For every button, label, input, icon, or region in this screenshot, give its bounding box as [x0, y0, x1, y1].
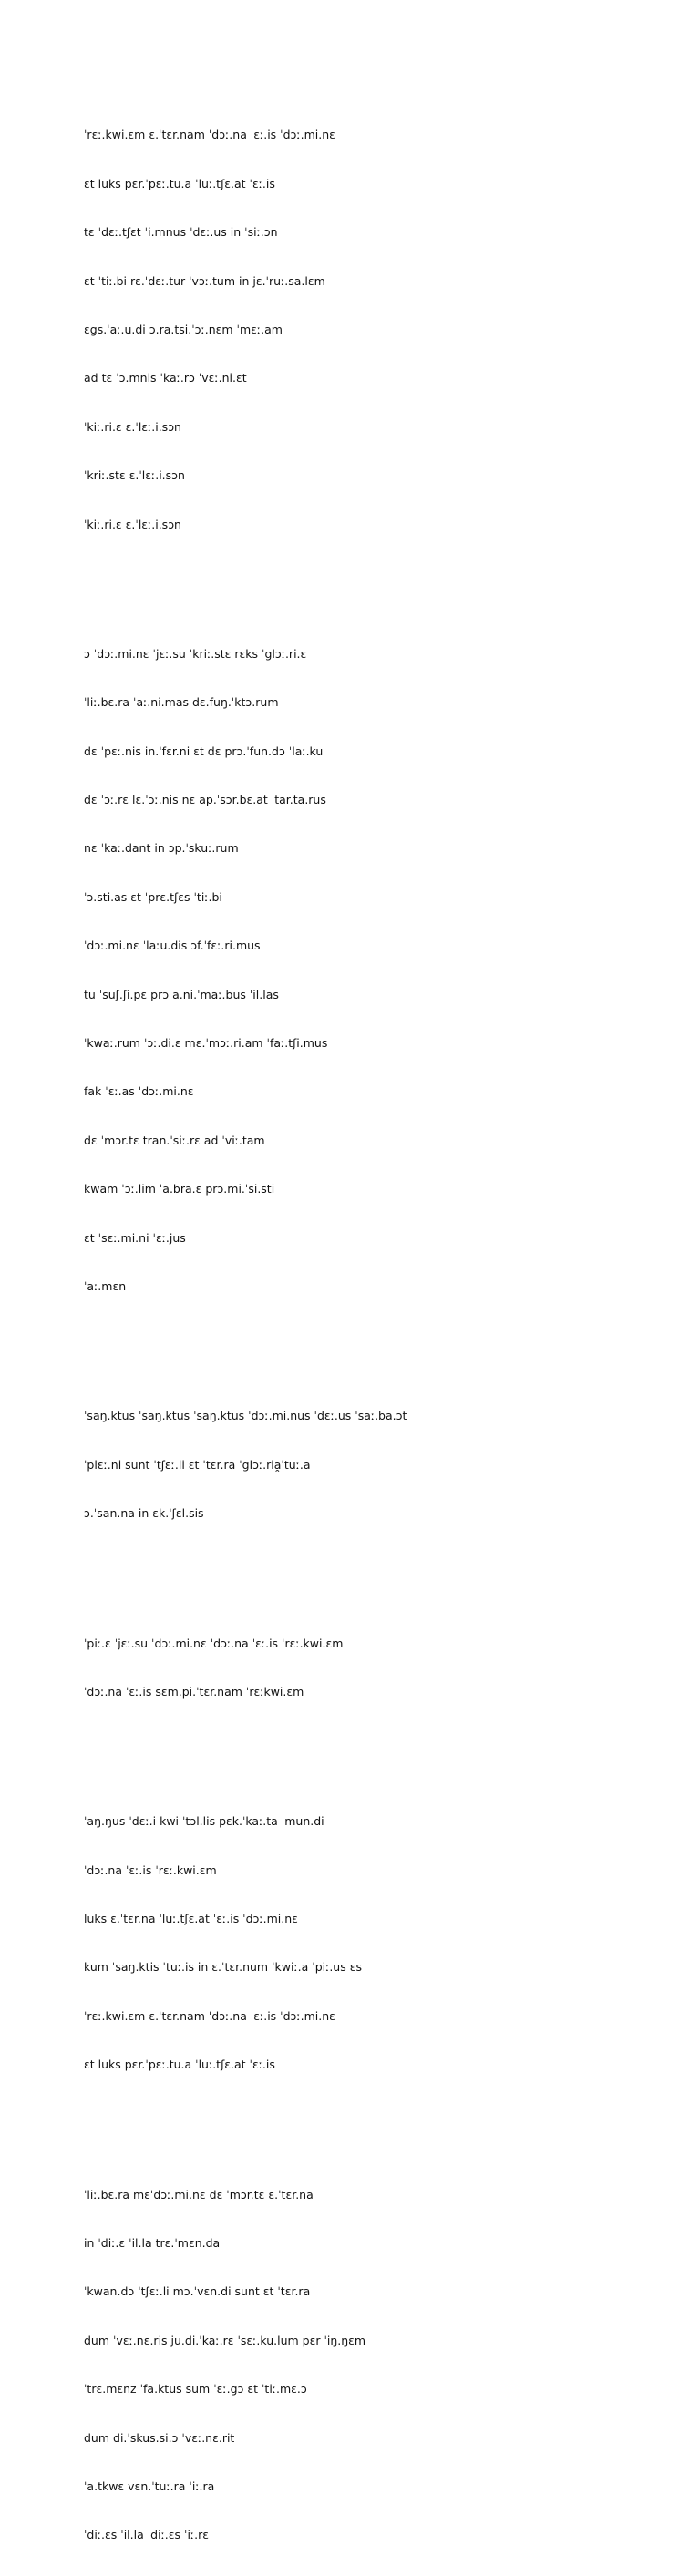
- stanza-1-line-6: ad tɛ ˈɔ.mnis ˈkaː.rɔ ˈvɛː.ni.ɛt: [84, 371, 247, 385]
- stanza-5-line-6: ɛt luks pɛr.ˈpɛː.tu.a ˈluː.tʃɛ.at ˈɛː.is: [84, 2058, 275, 2072]
- stanza-6-line-7: ˈa.tkwɛ vɛn.ˈtuː.ra ˈiː.ra: [84, 2479, 215, 2493]
- stanza-1-line-1: ˈrɛː.kwi.ɛm ɛ.ˈtɛr.nam ˈdɔː.na ˈɛː.is ˈdɔː.mi.nɛ: [84, 128, 335, 142]
- stanza-1-line-5: ɛgs.ˈaː.u.di ɔ.ra.tsi.ˈɔː.nɛm ˈmɛː.am: [84, 322, 283, 336]
- stanza-2-line-6: ˈɔ.sti.as ɛt ˈprɛ.tʃɛs ˈtiː.bi: [84, 889, 222, 904]
- stanza-gap: [84, 1732, 685, 1749]
- stanza-3-line-3: ɔ.ˈsan.na in ɛk.ˈʃɛl.sis: [84, 1506, 204, 1521]
- stanza-6-line-2: in ˈdiː.ɛ ˈil.la trɛ.ˈmɛn.da: [84, 2235, 221, 2250]
- stanza-3-line-1: ˈsaŋ.ktus ˈsaŋ.ktus ˈsaŋ.ktus ˈdɔː.mi.nus ˈdɛː.us ˈsaː.ba.ɔt: [84, 1409, 407, 1423]
- stanza-5-line-2: ˈdɔː.na ˈɛː.is ˈrɛː.kwi.ɛm: [84, 1863, 217, 1877]
- stanza-1-line-7: ˈkiː.ri.ɛ ɛ.ˈlɛː.i.sɔn: [84, 419, 181, 434]
- stanza-2-line-4: dɛ ˈɔː.rɛ lɛ.ˈɔː.nis nɛ ap.ˈsɔr.bɛ.at ˈtar.ta.rus: [84, 793, 326, 807]
- stanza-4-line-1: ˈpiː.ɛ ˈjɛː.su ˈdɔː.mi.nɛ ˈdɔː.na ˈɛː.is ˈrɛː.kwi.ɛm: [84, 1636, 344, 1650]
- stanza-2-line-10: fak ˈɛː.as ˈdɔː.mi.nɛ: [84, 1084, 194, 1099]
- stanza-6-line-6: dum di.ˈskus.si.ɔ ˈvɛː.nɛ.rit: [84, 2430, 235, 2445]
- stanza-6-line-3: ˈkwan.dɔ ˈtʃɛː.li mɔ.ˈvɛn.di sunt ɛt ˈtɛr.ra: [84, 2284, 311, 2299]
- stanza-6-line-4: dum ˈvɛː.nɛ.ris ju.di.ˈkaː.rɛ ˈsɛː.ku.lum pɛr ˈiŋ.ŋɛm: [84, 2333, 366, 2347]
- stanza-5-line-3: luks ɛ.ˈtɛr.na ˈluː.tʃɛ.at ˈɛː.is ˈdɔː.mi.nɛ: [84, 1912, 298, 1926]
- stanza-2-line-9: ˈkwaː.rum ˈɔː.di.ɛ mɛ.ˈmɔː.ri.am ˈfaː.tʃi.mus: [84, 1036, 328, 1051]
- stanza-1-line-2: ɛt luks pɛr.ˈpɛː.tu.a ˈluː.tʃɛ.at ˈɛː.is: [84, 176, 275, 190]
- stanza-1-line-3: tɛ ˈdɛː.tʃɛt ˈi.mnus ˈdɛː.us in ˈsiː.ɔn: [84, 225, 278, 240]
- stanza-6-line-8: ˈdiː.ɛs ˈil.la ˈdiː.ɛs ˈiː.rɛ: [84, 2528, 209, 2542]
- stanza-1-line-9: ˈkiː.ri.ɛ ɛ.ˈlɛː.i.sɔn: [84, 517, 181, 531]
- stanza-6-line-5: ˈtrɛ.mɛnz ˈfa.ktus sum ˈɛː.gɔ ɛt ˈtiː.mɛ.ɔ: [84, 2382, 307, 2396]
- stanza-gap: [84, 1327, 685, 1343]
- stanza-2-line-3: dɛ ˈpɛː.nis in.ˈfɛr.ni ɛt dɛ prɔ.ˈfun.dɔ ˈlaː.ku: [84, 744, 324, 758]
- stanza-1-line-8: ˈkriː.stɛ ɛ.ˈlɛː.i.sɔn: [84, 468, 185, 483]
- stanza-4-line-2: ˈdɔː.na ˈɛː.is sɛm.pi.ˈtɛr.nam ˈrɛːkwi.ɛm: [84, 1684, 304, 1699]
- stanza-2-line-14: ˈaː.mɛn: [84, 1278, 127, 1293]
- stanza-2-line-13: ɛt ˈsɛː.mi.ni ˈɛː.jus: [84, 1230, 186, 1245]
- stanza-2-line-2: ˈliː.bɛ.ra ˈaː.ni.mas dɛ.fuŋ.ˈktɔ.rum: [84, 695, 279, 710]
- stanza-gap: [84, 565, 685, 581]
- stanza-gap: [84, 2106, 685, 2122]
- stanza-2-line-8: tu ˈsuʃ.ʃi.pɛ prɔ a.ni.ˈmaː.bus ˈil.las: [84, 987, 279, 1001]
- stanza-2-line-5: nɛ ˈkaː.dant in ɔp.ˈskuː.rum: [84, 841, 239, 856]
- stanza-1-line-4: ɛt ˈtiː.bi rɛ.ˈdɛː.tur ˈvɔː.tum in jɛ.ˈruː.sa.lɛm: [84, 273, 325, 288]
- stanza-6-line-1: ˈliː.bɛ.ra mɛˈdɔː.mi.nɛ dɛ ˈmɔr.tɛ ɛ.ˈtɛr.na: [84, 2187, 314, 2201]
- stanza-gap: [84, 1555, 685, 1571]
- stanza-2-line-1: ɔ ˈdɔː.mi.nɛ ˈjɛː.su ˈkriː.stɛ rɛks ˈglɔː.ri.ɛ: [84, 646, 307, 661]
- stanza-2-line-7: ˈdɔː.mi.nɛ ˈlaːu.dis ɔf.ˈfɛː.ri.mus: [84, 939, 261, 953]
- stanza-5-line-4: kum ˈsaŋ.ktis ˈtuː.is in ɛ.ˈtɛr.num ˈkwiː.a ˈpiː.us ɛs: [84, 1960, 362, 1975]
- stanza-3-line-2: ˈplɛː.ni sunt ˈtʃɛː.li ɛt ˈtɛr.ra ˈglɔː.ria̯ˈtuː.a: [84, 1457, 311, 1472]
- stanza-5-line-1: ˈaŋ.ŋus ˈdɛː.i kwi ˈtɔl.lis pɛk.ˈkaː.ta ˈmun.di: [84, 1814, 324, 1829]
- lyrics-text: [84, 78, 685, 2576]
- stanza-2-line-11: dɛ ˈmɔr.tɛ tran.ˈsiː.rɛ ad ˈviː.tam: [84, 1133, 265, 1147]
- stanza-5-line-5: ˈrɛː.kwi.ɛm ɛ.ˈtɛr.nam ˈdɔː.na ˈɛː.is ˈdɔː.mi.nɛ: [84, 2008, 335, 2023]
- stanza-2-line-12: kwam ˈɔː.lim ˈa.bra.ɛ prɔ.mi.ˈsi.sti: [84, 1182, 275, 1196]
